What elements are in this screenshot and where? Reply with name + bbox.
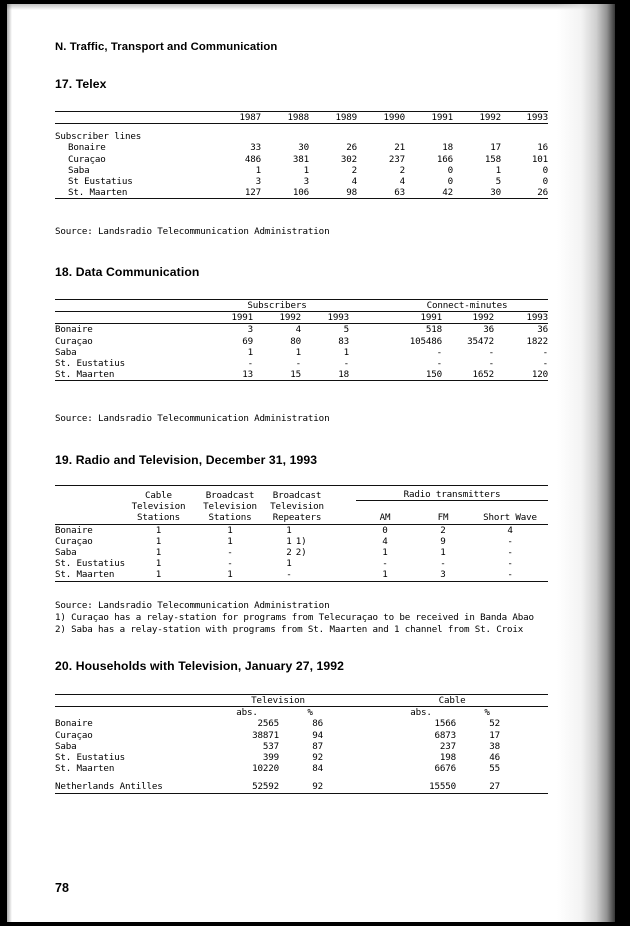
table-18-cell: 69 — [242, 335, 253, 347]
table-19-cell-cable: 1 — [123, 524, 194, 536]
table-19-row-label-st-eustatius: St. Eustatius — [55, 558, 125, 570]
table-19-cell-am: - — [382, 558, 388, 570]
table-20-bottom-rule — [55, 793, 548, 794]
table-17-cell: 0 — [542, 176, 548, 188]
table-18-cell: 1822 — [526, 335, 549, 347]
table-17-cell: 1 — [255, 164, 261, 176]
table-18-cell: 105486 — [409, 335, 442, 347]
table-20-title: 20. Households with Television, January 27, 1992 — [55, 659, 345, 673]
table-19-row-label-saba: Saba — [55, 547, 77, 559]
table-19-cell-am: 1 — [382, 547, 388, 559]
table-17-row-label-curacao: Curaçao — [68, 153, 106, 165]
table-row — [55, 154, 548, 165]
table-18-title: 18. Data Communication — [55, 265, 200, 279]
table-19-cell-fm: 3 — [440, 569, 446, 581]
table-17-corner — [55, 112, 213, 124]
table-19-col1-line2: Television — [131, 501, 186, 513]
table-17-cell: 1 — [495, 164, 501, 176]
table-17-bottom-rule — [55, 199, 548, 200]
table-19-col3-line2: Television — [270, 501, 324, 513]
table-20-spanner-cable: Cable — [386, 695, 518, 707]
table-18-col-subs-1991: 1991 — [205, 312, 253, 324]
table-row — [55, 347, 548, 358]
table-17-cell: 158 — [484, 153, 501, 165]
table-19-bottom-rule — [55, 581, 548, 582]
scanned-page — [7, 4, 615, 922]
table-20-cell: 17 — [489, 729, 501, 741]
table-17-cell: 0 — [447, 176, 453, 188]
table-20-cell: 15550 — [429, 781, 457, 793]
table-17-header-row — [55, 112, 548, 124]
table-17-row-label-st-maarten: St. Maarten — [68, 187, 128, 199]
table-19-cell-cable: 1 — [155, 558, 162, 570]
table-19-col-short-wave: Short Wave — [483, 512, 537, 524]
table-17-cell: 1 — [303, 164, 309, 176]
table-18-cell: 3 — [205, 324, 253, 336]
table-19-cell-cable: 1 — [155, 547, 162, 559]
table-19-cell-sw: - — [507, 547, 513, 559]
table-19-row-label-bonaire: Bonaire — [55, 524, 123, 536]
table-19-cell-fm: 9 — [440, 535, 446, 547]
table-20-cell: 92 — [312, 781, 324, 793]
table-17-col-1993: 1993 — [501, 112, 548, 124]
table-row — [55, 741, 548, 752]
table-20-col-cable-pct: % — [456, 707, 518, 719]
table-18-cell: 518 — [386, 324, 442, 336]
table-20-col-tv-abs: abs. — [215, 707, 279, 719]
table-17-cell: 101 — [531, 153, 548, 165]
table-19-footnote-2: 2) Saba has a relay-station with programs from St. Maarten and 1 channel from St. Croix — [55, 624, 524, 635]
table-row — [55, 336, 548, 347]
table-18-spanner-row — [55, 300, 548, 312]
table-18-cell: 36 — [442, 324, 494, 336]
table-19-grid — [55, 485, 548, 582]
table-20-cell: 52592 — [252, 781, 279, 793]
table-17-cell: 17 — [490, 142, 501, 154]
table-row — [55, 536, 548, 547]
table-18-cell: 1 — [295, 346, 301, 358]
table-20-cell: 46 — [489, 752, 501, 764]
table-20-corner — [55, 707, 215, 719]
table-row — [55, 569, 548, 581]
table-18-grid — [55, 299, 548, 381]
table-20-row-label-saba: Saba — [55, 740, 77, 752]
table-row — [55, 324, 548, 336]
table-20-row-label-st-eustatius: St. Eustatius — [55, 752, 125, 764]
table-18-source: Source: Landsradio Telecommunication Administration — [55, 413, 330, 424]
table-row — [55, 165, 548, 176]
table-17-group-label-row — [55, 131, 548, 142]
table-17-cell: 4 — [351, 176, 357, 188]
table-19-col3-line3: Repeaters — [272, 512, 322, 524]
table-17-cell: 106 — [292, 187, 309, 199]
table-20-cell: 1566 — [434, 718, 457, 730]
table-row — [55, 558, 548, 569]
table-20-cell: 6676 — [434, 763, 457, 775]
table-20-spanner-television: Television — [215, 695, 341, 707]
table-17-cell: 302 — [340, 153, 357, 165]
table-19-cell-sw: - — [507, 558, 513, 570]
table-17-cell: 127 — [244, 187, 261, 199]
table-19-col2-line1: Broadcast — [194, 486, 266, 501]
table-19-col1-line3: Stations — [136, 512, 181, 524]
table-19-cell-broadcast: - — [227, 547, 233, 559]
table-row — [55, 142, 548, 153]
table-20-row-label-netherlands-antilles: Netherlands Antilles — [55, 781, 163, 793]
table-18-cell: - — [488, 358, 494, 370]
table-18-cell: 1 — [343, 346, 349, 358]
table-19-cell-broadcast: 1 — [194, 524, 266, 536]
table-18-cell: 35472 — [467, 335, 494, 347]
table-18-cell: 36 — [494, 324, 548, 336]
table-18-cell: 150 — [425, 369, 442, 381]
table-20-cell: 86 — [312, 718, 324, 730]
table-18-corner — [55, 312, 205, 324]
table-17-header-rule — [55, 124, 548, 132]
table-18-cell: 1 — [247, 346, 253, 358]
table-20-cell: 537 — [262, 740, 279, 752]
page-number: 78 — [55, 881, 69, 895]
table-19-cell-am: 1 — [382, 569, 388, 581]
table-18-cell: - — [295, 358, 301, 370]
table-18-cell: 5 — [301, 324, 349, 336]
table-19-cell-broadcast: - — [227, 558, 233, 570]
table-17-col-1988: 1988 — [261, 112, 309, 124]
table-17-cell: 166 — [436, 153, 453, 165]
table-19-col2-line2: Television — [203, 501, 257, 513]
table-17-cell: 0 — [447, 164, 453, 176]
table-17-cell: 237 — [388, 153, 405, 165]
table-17-col-1990: 1990 — [357, 112, 405, 124]
table-20-cell: 84 — [312, 763, 324, 775]
table-19-cell-fm: - — [440, 558, 446, 570]
table-20-col-tv-pct: % — [279, 707, 341, 719]
table-19-cell-cable: 1 — [155, 535, 162, 547]
table-20-row-label-bonaire: Bonaire — [55, 718, 93, 730]
table-19-cell-am: 4 — [382, 535, 388, 547]
table-17-cell: 486 — [244, 153, 261, 165]
table-17-cell: 26 — [537, 187, 548, 199]
table-19-cell-repeaters: 1 — [286, 558, 292, 570]
table-19-footnote-1: 1) Curaçao has a relay-station for programs from Telecuraçao to be received in Banda Abao — [55, 612, 534, 623]
table-20 — [55, 694, 548, 794]
table-19-cell-fm: 2 — [414, 524, 472, 536]
table-17-col-1991: 1991 — [405, 112, 453, 124]
table-18-cell: 120 — [531, 369, 549, 381]
table-17-cell: 4 — [399, 176, 405, 188]
table-20-row-label-st-maarten: St. Maarten — [55, 763, 115, 775]
table-18-cell: - — [488, 346, 494, 358]
table-19-title: 19. Radio and Television, December 31, 1993 — [55, 453, 318, 467]
table-20-cell: 27 — [489, 781, 501, 793]
table-20-cell: 52 — [489, 718, 501, 730]
table-20-row-label-curacao: Curaçao — [55, 729, 93, 741]
table-17-cell: 0 — [542, 164, 548, 176]
table-18-row-label-curacao: Curaçao — [55, 335, 93, 347]
table-18-col-conn-1991: 1991 — [386, 312, 442, 324]
table-17 — [55, 111, 548, 199]
table-18-bottom-rule — [55, 381, 548, 382]
table-18-cell: 18 — [338, 369, 349, 381]
table-19-cell-sw: - — [507, 569, 513, 581]
table-18-col-conn-1992: 1992 — [442, 312, 494, 324]
table-17-cell: 30 — [298, 142, 309, 154]
table-19-cell-repeaters: 1 — [266, 524, 328, 536]
table-18 — [55, 299, 548, 381]
table-17-row-label-saba: Saba — [68, 164, 90, 176]
table-20-cell: 2565 — [257, 718, 279, 730]
table-20-cell: 38871 — [252, 729, 279, 741]
table-row — [55, 718, 548, 729]
table-18-cell: - — [436, 358, 442, 370]
table-20-cell: 87 — [312, 740, 324, 752]
table-row — [55, 524, 548, 536]
table-17-cell: 18 — [442, 142, 453, 154]
table-18-cell: 15 — [290, 369, 301, 381]
table-18-cell: - — [247, 358, 253, 370]
table-18-row-label-bonaire: Bonaire — [55, 324, 205, 336]
table-19-header-line2 — [55, 501, 548, 513]
page-edge-shadow-left — [7, 4, 12, 922]
table-19-cell-broadcast: 1 — [227, 535, 233, 547]
table-18-cell: - — [436, 346, 442, 358]
table-18-col-subs-1992: 1992 — [253, 312, 301, 324]
table-19 — [55, 485, 548, 582]
table-19-col1-line1: Cable — [123, 486, 194, 501]
table-row — [55, 187, 548, 199]
table-row — [55, 176, 548, 187]
table-20-cell: 38 — [489, 740, 501, 752]
table-19-cell-fm: 1 — [440, 547, 446, 559]
table-17-cell: 5 — [495, 176, 501, 188]
table-18-row-label-st-maarten: St. Maarten — [55, 369, 115, 381]
table-row — [55, 730, 548, 741]
table-20-spacer — [55, 774, 548, 781]
table-18-header-row — [55, 312, 548, 324]
table-18-cell: 80 — [290, 335, 301, 347]
table-19-col-fm: FM — [437, 512, 449, 524]
page-edge-shadow-right — [557, 4, 615, 922]
table-row — [55, 358, 548, 369]
table-17-cell: 381 — [292, 153, 309, 165]
table-17-grid — [55, 111, 548, 199]
table-18-row-label-saba: Saba — [55, 346, 77, 358]
table-17-row-label-st-eustatius: St Eustatius — [68, 176, 133, 188]
table-19-row-label-curacao: Curaçao — [55, 535, 93, 547]
table-20-cell: 237 — [439, 740, 457, 752]
table-20-header-row — [55, 707, 548, 719]
table-18-col-subs-1993: 1993 — [301, 312, 349, 324]
table-18-cell: 1652 — [472, 369, 494, 381]
table-17-cell: 98 — [346, 187, 357, 199]
table-19-cell-repeaters: 1 1) — [266, 536, 328, 547]
table-20-col-cable-abs: abs. — [386, 707, 456, 719]
table-20-cell: 10220 — [252, 763, 279, 775]
table-17-cell: 16 — [537, 142, 548, 154]
table-17-cell: 2 — [399, 164, 405, 176]
table-17-group-label: Subscriber lines — [55, 131, 142, 143]
table-19-cell-repeaters: 2 2) — [266, 547, 328, 558]
table-20-cell: 94 — [312, 729, 324, 741]
table-19-col-am: AM — [379, 512, 391, 524]
chapter-heading: N. Traffic, Transport and Communication — [55, 41, 278, 53]
table-17-cell: 2 — [351, 164, 357, 176]
table-19-col3-line1: Broadcast — [266, 486, 328, 501]
table-20-cell: 92 — [312, 752, 324, 764]
table-row — [55, 763, 548, 774]
table-19-spanner-row — [55, 486, 548, 501]
table-19-cell-sw: 4 — [472, 524, 548, 536]
table-17-col-1987: 1987 — [213, 112, 261, 124]
table-17-source: Source: Landsradio Telecommunication Administration — [55, 226, 330, 237]
table-19-footnote-marker: 1) — [295, 535, 307, 547]
table-19-cell-cable: 1 — [155, 569, 162, 581]
table-18-spanner-connect-minutes: Connect-minutes — [386, 300, 548, 312]
table-row — [55, 369, 548, 381]
table-19-cell-sw: - — [507, 535, 513, 547]
table-17-cell: 3 — [303, 176, 309, 188]
table-17-cell: 30 — [490, 187, 501, 199]
table-19-header-line3 — [55, 512, 548, 524]
table-17-cell: 26 — [346, 142, 357, 154]
table-17-cell: 63 — [394, 187, 405, 199]
table-row — [55, 752, 548, 763]
table-17-row-label-bonaire: Bonaire — [68, 142, 106, 154]
table-19-row-label-st-maarten: St. Maarten — [55, 569, 115, 581]
table-18-cell: 4 — [253, 324, 301, 336]
table-row — [55, 547, 548, 558]
table-17-cell: 3 — [255, 176, 261, 188]
table-18-cell: - — [542, 358, 549, 370]
table-19-cell-repeaters: - — [286, 569, 292, 581]
table-20-cell: 399 — [262, 752, 279, 764]
table-17-title: 17. Telex — [55, 77, 107, 91]
table-20-total-row — [55, 781, 548, 793]
table-19-radio-spanner-rule — [356, 501, 548, 513]
table-19-col2-line3: Stations — [208, 512, 252, 524]
table-18-cell: - — [343, 358, 349, 370]
table-18-cell: - — [542, 346, 549, 358]
table-19-cell-am: 0 — [356, 524, 414, 536]
table-17-cell: 21 — [394, 142, 405, 154]
table-20-grid — [55, 694, 548, 794]
table-20-cell: 198 — [439, 752, 457, 764]
table-18-col-conn-1993: 1993 — [494, 312, 548, 324]
page-content — [55, 4, 555, 922]
table-19-footnote-marker: 2) — [295, 547, 307, 559]
table-19-source: Source: Landsradio Telecommunication Administration — [55, 600, 330, 611]
table-17-col-1992: 1992 — [453, 112, 501, 124]
table-18-spanner-subscribers: Subscribers — [205, 300, 349, 312]
table-19-spanner-radio-transmitters: Radio transmitters — [356, 486, 548, 501]
table-18-cell: 13 — [242, 369, 253, 381]
table-17-col-1989: 1989 — [309, 112, 357, 124]
table-20-cell: 6873 — [434, 729, 457, 741]
table-18-cell: 83 — [338, 335, 349, 347]
table-17-cell: 42 — [442, 187, 453, 199]
table-20-spanner-row — [55, 695, 548, 707]
table-20-cell: 55 — [489, 763, 501, 775]
table-17-cell: 33 — [250, 142, 261, 154]
table-18-row-label-st-eustatius: St. Eustatius — [55, 358, 125, 370]
table-19-cell-broadcast: 1 — [227, 569, 233, 581]
